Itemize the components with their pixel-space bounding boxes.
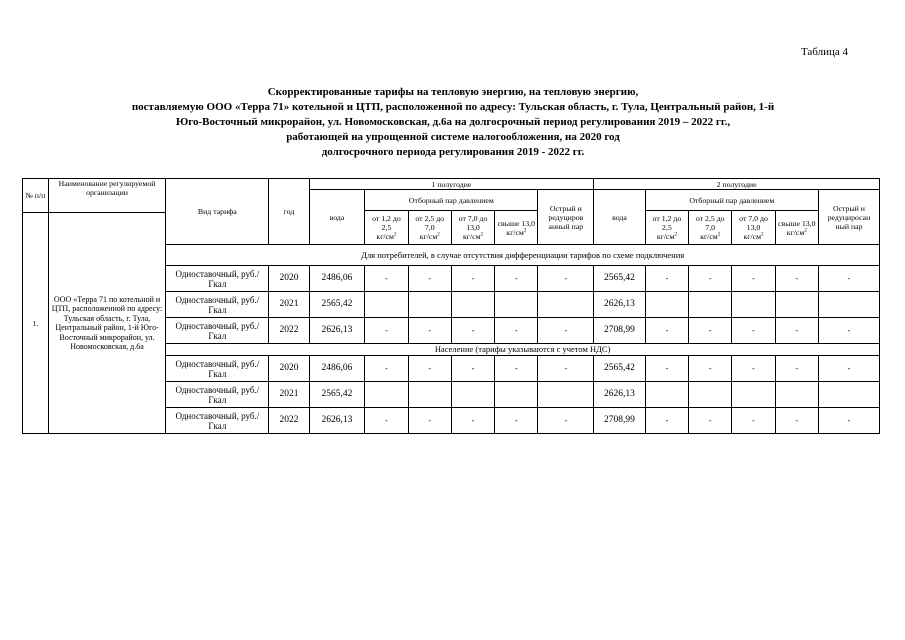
value-cell: - (408, 356, 451, 382)
title-line: Юго-Восточный микрорайон, ул. Новомосковская, д.6а на долгосрочный период регулирования 2019 – 2022 гг., (175, 116, 731, 128)
value-cell: - (645, 356, 688, 382)
value-cell: - (451, 266, 494, 292)
header-year: год (269, 179, 309, 245)
value-cell: 2626,13 (309, 408, 365, 434)
value-cell: 2708,99 (594, 408, 646, 434)
value-cell: - (451, 318, 494, 344)
value-cell: - (365, 408, 408, 434)
title-line: долгосрочного периода регулирования 2019 - 2022 гг. (321, 146, 585, 158)
value-cell: - (818, 408, 879, 434)
value-cell: - (495, 266, 538, 292)
year-cell: 2022 (269, 408, 309, 434)
value-cell: - (775, 408, 818, 434)
unit: кг/см (656, 232, 675, 241)
unit: кг/см (700, 232, 718, 241)
header-half-2: 2 полугодие (594, 179, 880, 190)
value-cell: - (451, 408, 494, 434)
header-pressure-3-h1 (451, 211, 494, 245)
value-cell: 2486,06 (309, 266, 365, 292)
unit-sup: 2 (804, 227, 807, 233)
tariff-type-cell: Одноставочный, руб./Гкал (166, 408, 269, 434)
header-sharp-steam-h1: Острый и редуциров анный пар (538, 190, 594, 245)
value-cell: - (732, 356, 775, 382)
value-cell: - (689, 408, 732, 434)
section-label-consumers: Для потребителей, в случае отсутствия дифференциации тарифов по схеме подключения (166, 245, 880, 266)
value-cell (775, 382, 818, 408)
value-cell: - (689, 266, 732, 292)
tariff-type-cell: Одноставочный, руб./Гкал (166, 318, 269, 344)
value-cell: - (538, 266, 594, 292)
title-line: работающей на упрощенной системе налогообложения, на 2020 год (286, 131, 620, 143)
value-cell (818, 382, 879, 408)
year-cell: 2020 (269, 266, 309, 292)
value-cell (689, 292, 732, 318)
header-sharp-steam-h2: Острый и редуциросан ный пар (818, 190, 879, 245)
value-cell: - (645, 266, 688, 292)
value-cell: - (775, 356, 818, 382)
year-cell: 2020 (269, 356, 309, 382)
value-cell: - (818, 266, 879, 292)
header-pressure-3-h2 (732, 211, 775, 245)
unit-sup: 2 (437, 232, 440, 238)
value-cell: 2626,13 (594, 382, 646, 408)
unit: кг/см (506, 227, 524, 237)
document-title (40, 85, 866, 160)
header-pressure-4-h2 (775, 211, 818, 245)
value-cell: - (408, 408, 451, 434)
value-cell (408, 382, 451, 408)
value-cell (451, 292, 494, 318)
value-cell: - (495, 318, 538, 344)
table-label: Таблица 4 (800, 46, 848, 58)
pressure-range: от 1,2 до 2,5 (372, 214, 401, 232)
value-cell (538, 292, 594, 318)
value-cell (408, 292, 451, 318)
value-cell: - (365, 356, 408, 382)
unit: кг/см (743, 232, 762, 241)
pressure-range: свыше 13,0 (778, 218, 816, 228)
unit: кг/см (463, 232, 481, 241)
unit-sup: 2 (717, 232, 721, 238)
header-pressure-2-h1 (408, 211, 451, 245)
header-tariff-type: Вид тарифа (166, 179, 269, 245)
header-water-h2: вода (594, 190, 646, 245)
header-steam-h2: Отборный пар давлением (645, 190, 818, 211)
tariff-type-cell: Одноставочный, руб./Гкал (166, 382, 269, 408)
value-cell: - (775, 266, 818, 292)
value-cell: - (689, 356, 732, 382)
value-cell (645, 292, 688, 318)
value-cell: 2565,42 (594, 266, 646, 292)
value-cell: - (365, 318, 408, 344)
value-cell: - (645, 408, 688, 434)
header-pressure-4-h1 (495, 211, 538, 245)
year-cell: 2022 (269, 318, 309, 344)
header-water-h1: вода (309, 190, 365, 245)
value-cell (732, 382, 775, 408)
value-cell: - (818, 318, 879, 344)
title-line: Скорректированные тарифы на тепловую энергию, на тепловую энергию, (267, 86, 639, 98)
value-cell: 2565,42 (309, 292, 365, 318)
unit-sup: 2 (761, 232, 764, 238)
header-org-name: Наименование регулируемой организации (48, 179, 166, 213)
year-cell: 2021 (269, 382, 309, 408)
value-cell (495, 382, 538, 408)
value-cell: - (732, 408, 775, 434)
value-cell (495, 292, 538, 318)
pressure-range: от 2,5 до 7,0 (415, 214, 445, 232)
unit-sup: 2 (480, 232, 484, 238)
value-cell: - (689, 318, 732, 344)
value-cell: 2626,13 (594, 292, 646, 318)
value-cell: 2626,13 (309, 318, 365, 344)
value-cell: - (495, 356, 538, 382)
value-cell (538, 382, 594, 408)
value-cell (365, 292, 408, 318)
value-cell (365, 382, 408, 408)
section-label-population: Население (тарифы указываются с учетом НДС) (166, 344, 880, 356)
value-cell (775, 292, 818, 318)
value-cell: 2565,42 (594, 356, 646, 382)
value-cell: - (538, 318, 594, 344)
value-cell: - (732, 318, 775, 344)
value-cell: 2565,42 (309, 382, 365, 408)
value-cell: - (775, 318, 818, 344)
pressure-range: от 7,0 до 13,0 (739, 214, 768, 232)
org-name-cell: ООО «Терра 71 по котельной и ЦТП, расположенной по адресу: Тульская область, г. Тула, Центральный район, 1-й Юго-Восточный микрорайон, ул. Новомосковская, д.6а (48, 213, 166, 434)
tariff-table (22, 178, 880, 434)
value-cell: - (538, 408, 594, 434)
unit: кг/см (786, 227, 805, 237)
value-cell: - (818, 356, 879, 382)
value-cell: - (451, 356, 494, 382)
unit: кг/см (419, 232, 438, 241)
pressure-range: от 1,2 до 2,5 (652, 214, 682, 232)
value-cell: 2486,06 (309, 356, 365, 382)
value-cell (689, 382, 732, 408)
value-cell: - (408, 266, 451, 292)
pressure-range: от 7,0 до 13,0 (458, 214, 488, 232)
value-cell: - (645, 318, 688, 344)
pressure-range: свыше 13,0 (497, 218, 536, 228)
value-cell: - (408, 318, 451, 344)
header-steam-h1: Отборный пар давлением (365, 190, 538, 211)
value-cell (451, 382, 494, 408)
value-cell (818, 292, 879, 318)
tariff-type-cell: Одноставочный, руб./Гкал (166, 292, 269, 318)
header-pressure-2-h2 (689, 211, 732, 245)
row-number: 1. (23, 213, 49, 434)
value-cell: - (365, 266, 408, 292)
header-pressure-1-h1 (365, 211, 408, 245)
unit-sup: 2 (523, 227, 527, 233)
header-pressure-1-h2 (645, 211, 688, 245)
unit-sup: 2 (674, 232, 677, 238)
unit: кг/см (376, 232, 394, 241)
tariff-type-cell: Одноставочный, руб./Гкал (166, 356, 269, 382)
value-cell: - (538, 356, 594, 382)
unit-sup: 2 (393, 232, 397, 238)
tariff-type-cell: Одноставочный, руб./Гкал (166, 266, 269, 292)
value-cell: 2708,99 (594, 318, 646, 344)
value-cell (732, 292, 775, 318)
value-cell (645, 382, 688, 408)
value-cell: - (732, 266, 775, 292)
title-line: поставляемую ООО «Терра 71» котельной и ЦТП, расположенной по адресу: Тульская область, г. Тула, Центральный район, 1-й (131, 101, 775, 113)
header-half-1: 1 полугодие (309, 179, 594, 190)
value-cell: - (495, 408, 538, 434)
pressure-range: от 2,5 до 7,0 (695, 214, 725, 232)
year-cell: 2021 (269, 292, 309, 318)
header-num: № п/п (23, 179, 49, 213)
